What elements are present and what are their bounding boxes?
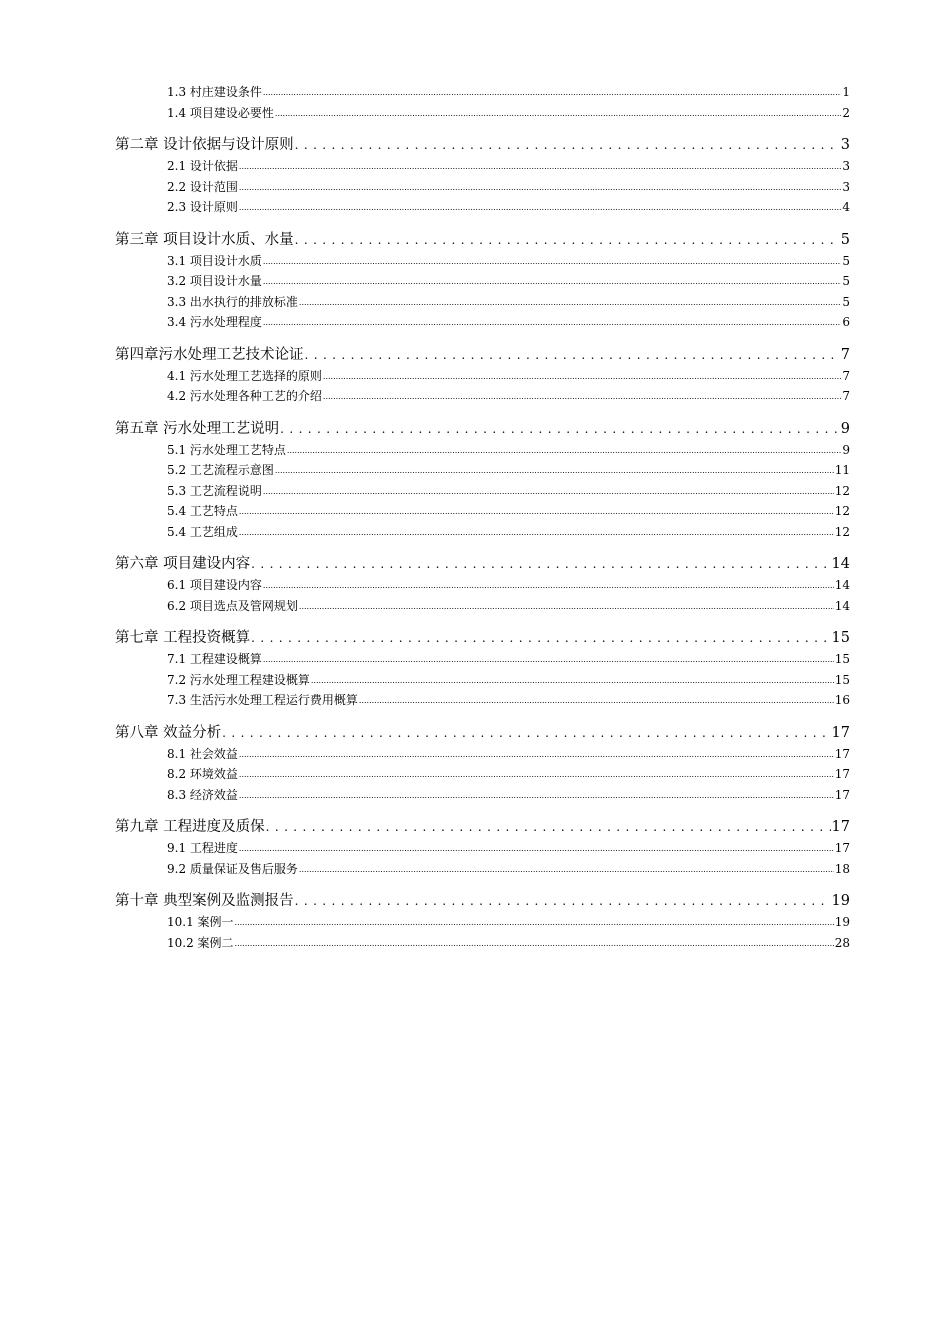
section-title: 3.3 出水执行的排放标准 [167,294,298,309]
page-number: 4 [842,200,850,214]
page-number: 14 [831,556,850,572]
page-number: 18 [834,861,850,876]
toc-section-entry[interactable] [115,838,850,859]
section-title: 5.1 污水处理工艺特点 [167,442,286,457]
chapter-title: 第三章 项目设计水质、水量 [115,231,294,248]
section-title: 1.4 项目建设必要性 [167,105,274,120]
section-title: 2.1 设计依据 [167,159,238,173]
toc-chapter-entry[interactable] [115,345,850,366]
section-title: 5.3 工艺流程说明 [167,483,262,498]
page-number: 9 [840,420,850,437]
page-number: 15 [834,652,850,666]
toc-chapter-entry[interactable] [115,723,850,744]
dot-leader [263,575,834,598]
toc-chapter-entry[interactable] [115,628,850,649]
dot-leader [323,366,841,389]
page-number: 15 [834,672,850,687]
toc-section-entry[interactable] [115,744,850,765]
toc-section-entry[interactable] [115,292,850,313]
page-number: 12 [834,483,850,498]
toc-section-entry[interactable] [115,912,850,933]
page-number: 2 [842,105,850,120]
dot-leader [222,723,830,744]
dot-leader [239,177,841,200]
page-number: 3 [842,179,850,194]
toc-section-entry[interactable] [115,177,850,198]
dot-leader [280,419,840,440]
dot-leader [235,912,834,935]
toc-section-entry[interactable] [115,933,850,954]
page-number: 19 [831,893,850,909]
toc-section-entry[interactable] [115,764,850,785]
dot-leader [239,744,834,767]
section-title: 3.4 污水处理程度 [167,315,262,329]
page-number: 14 [834,578,850,592]
dot-leader [235,933,834,956]
toc-section-entry[interactable] [115,859,850,880]
section-title: 7.3 生活污水处理工程运行费用概算 [167,693,358,707]
dot-leader [251,554,830,575]
toc-section-entry[interactable] [115,312,850,333]
page-number: 1 [842,85,850,99]
page-number: 7 [840,346,850,363]
toc-section-entry[interactable] [115,440,850,461]
toc-chapter-entry[interactable] [115,817,850,838]
toc-section-entry[interactable] [115,690,850,711]
section-title: 10.2 案例二 [167,935,234,950]
page-number: 28 [834,935,850,950]
toc-section-entry[interactable] [115,785,850,806]
dot-leader [239,838,834,861]
page-number: 14 [834,598,850,613]
chapter-title: 第七章 工程投资概算 [115,630,251,646]
dot-leader [295,230,840,251]
toc-section-entry[interactable] [115,386,850,407]
toc-section-entry[interactable] [115,575,850,596]
dot-leader [287,440,841,463]
section-title: 8.1 社会效益 [167,746,238,761]
toc-section-entry[interactable] [115,670,850,691]
toc-section-entry[interactable] [115,156,850,177]
section-title: 10.1 案例一 [167,915,234,929]
section-title: 7.2 污水处理工程建设概算 [167,672,310,687]
section-title: 5.4 工艺特点 [167,504,238,518]
toc-chapter-entry[interactable] [115,419,850,440]
section-title: 2.3 设计原则 [167,200,238,214]
section-title: 9.2 质量保证及售后服务 [167,861,298,876]
toc-chapter-entry[interactable] [115,554,850,575]
toc-section-entry[interactable] [115,481,850,502]
section-title: 8.3 经济效益 [167,787,238,802]
toc-section-entry[interactable] [115,522,850,543]
dot-leader [275,460,834,483]
section-title: 5.4 工艺组成 [167,524,238,539]
section-title: 8.2 环境效益 [167,767,238,781]
dot-leader [266,817,831,838]
chapter-title: 第八章 效益分析 [115,724,222,741]
dot-leader [239,785,834,808]
page-number: 11 [834,463,850,477]
dot-leader [305,345,840,366]
dot-leader [263,251,841,274]
page-number: 6 [842,315,850,329]
toc-section-entry[interactable] [115,271,850,292]
toc-section-entry[interactable] [115,501,850,522]
dot-leader [323,386,841,409]
section-title: 2.2 设计范围 [167,179,238,194]
toc-section-entry[interactable] [115,596,850,617]
page-number: 12 [834,504,850,518]
page-number: 17 [834,787,850,802]
section-title: 6.2 项目选点及管网规划 [167,598,298,613]
section-title: 3.1 项目设计水质 [167,253,262,268]
section-title: 7.1 工程建设概算 [167,652,262,666]
page-number: 5 [842,253,850,268]
page-number: 7 [842,389,850,403]
page-number: 5 [842,294,850,309]
dot-leader [251,628,830,649]
toc-section-entry[interactable] [115,103,850,124]
section-title: 4.2 污水处理各种工艺的介绍 [167,389,322,403]
dot-leader [263,481,834,504]
toc-section-entry[interactable] [115,649,850,670]
toc-chapter-entry[interactable] [115,891,850,912]
dot-leader [239,197,841,220]
dot-leader [239,156,841,179]
chapter-title: 第二章 设计依据与设计原则 [115,137,294,153]
dot-leader [299,859,834,882]
toc-chapter-entry[interactable] [115,135,850,156]
section-title: 3.2 项目设计水量 [167,274,262,288]
page-number: 17 [834,767,850,781]
dot-leader [311,670,834,693]
chapter-title: 第六章 项目建设内容 [115,556,251,572]
dot-leader [359,690,834,713]
dot-leader [299,292,841,315]
section-title: 9.1 工程进度 [167,841,238,855]
dot-leader [299,596,834,619]
page-number: 9 [842,442,850,457]
dot-leader [295,135,840,156]
page-number: 17 [831,724,850,741]
section-title: 4.1 污水处理工艺选择的原则 [167,368,322,383]
dot-leader [295,891,831,912]
dot-leader [239,501,834,524]
dot-leader [263,649,834,672]
page-number: 7 [842,368,850,383]
dot-leader [263,271,841,294]
dot-leader [239,764,834,787]
page-number: 17 [834,746,850,761]
page-number: 3 [842,159,850,173]
toc-section-entry[interactable] [115,82,850,103]
page-number: 17 [831,819,850,835]
chapter-title: 第四章污水处理工艺技术论证 [115,346,304,363]
table-of-contents [115,82,850,953]
chapter-title: 第十章 典型案例及监测报告 [115,893,294,909]
dot-leader [263,312,841,335]
dot-leader [275,103,841,126]
page-number: 17 [834,841,850,855]
section-title: 5.2 工艺流程示意图 [167,463,274,477]
page-number: 5 [842,274,850,288]
dot-leader [263,82,841,105]
toc-section-entry[interactable] [115,251,850,272]
toc-section-entry[interactable] [115,460,850,481]
chapter-title: 第九章 工程进度及质保 [115,819,265,835]
section-title: 1.3 村庄建设条件 [167,85,262,99]
section-title: 6.1 项目建设内容 [167,578,262,592]
page-number: 12 [834,524,850,539]
page-number: 15 [831,630,850,646]
toc-section-entry[interactable] [115,366,850,387]
page-number: 19 [834,915,850,929]
page-number: 3 [840,137,850,153]
page-number: 5 [840,231,850,248]
toc-chapter-entry[interactable] [115,230,850,251]
page-number: 16 [834,693,850,707]
toc-section-entry[interactable] [115,197,850,218]
chapter-title: 第五章 污水处理工艺说明 [115,420,280,437]
dot-leader [239,522,834,545]
